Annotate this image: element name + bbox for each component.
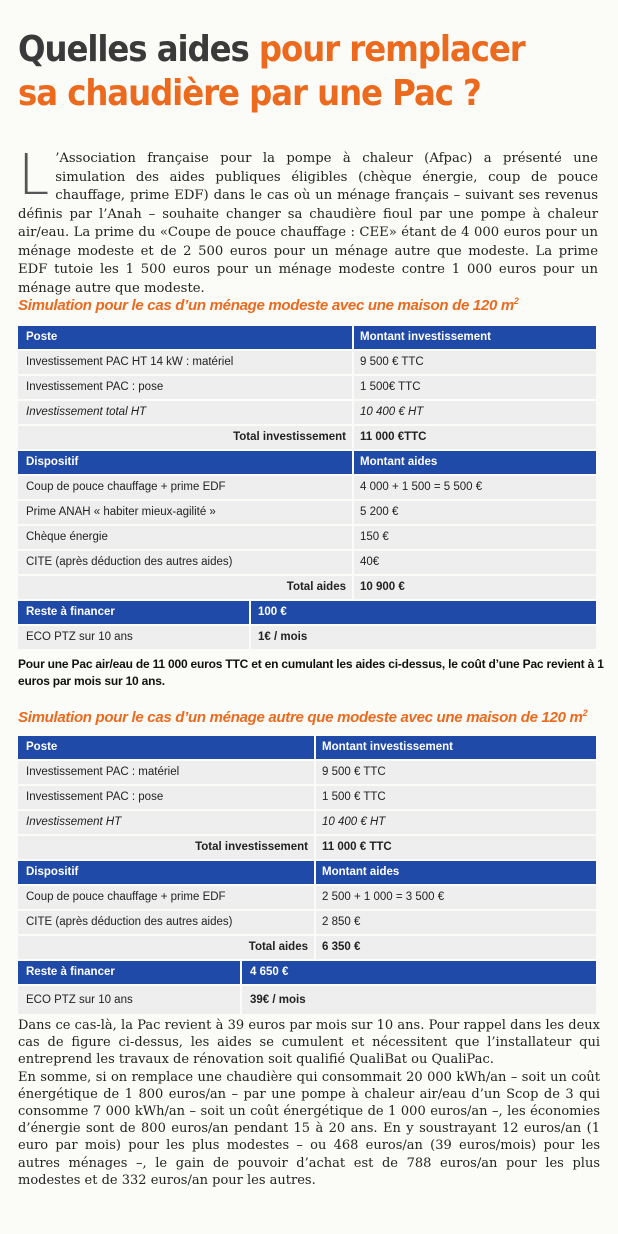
intro-text: ’Association française pour la pompe à chaleur (Afpac) a présenté une simulation des aides publiques éligibles (chèque énergie, coup de pouce chauffage, prime EDF) dans le cas où un ménage français – suivant ses revenus définis par l’Anah – souhaite changer sa chaudière fioul par une pompe à chaleur air/eau. La prime du «Coupe de pouce chauffage : CEE» étant de 4 000 euros pour un ménage modeste et de 2 500 euros pour un ménage autre que modeste. La prime EDF tutoie les 1 500 euros pour un ménage modeste contre 1 000 euros pour un ménage autre que modeste. (18, 151, 598, 296)
table-header-row: Reste à financer 4 650 € (18, 961, 596, 984)
conclusion-text (18, 1017, 600, 1189)
summary-note: Pour une Pac air/eau de 11 000 euros TTC et en cumulant les aides ci-dessus, le coût d’une Pac revient à 1 euros par mois sur 10 ans. (18, 657, 604, 688)
table-header-row: Reste à financer 100 € (18, 601, 596, 624)
table-row: Coup de pouce chauffage + prime EDF 4 000 + 1 500 = 5 500 € (18, 476, 596, 499)
table-total-row: Total aides 6 350 € (18, 936, 596, 959)
simulation-2-title: Simulation pour le cas d’un ménage autre que modeste avec une maison de 120 $m^2$ (18, 708, 588, 726)
table-row: ECO PTZ sur 10 ans 39€ / mois (18, 986, 596, 1014)
table-row: Prime ANAH « habiter mieux-agilité » 5 200 € (18, 501, 596, 524)
conclusion-paragraph-1: Dans ce cas-là, la Pac revient à 39 euros par mois sur 10 ans. Pour rappel dans les deux cas de figure ci-dessus, les aides se cumulent et nécessitent que l’installateur qui entreprend les travaux de rénovation soit qualifié QualiBat ou QualiPac. (18, 1018, 600, 1068)
table-total-row: Total investissement 11 000 €TTC (18, 426, 596, 449)
table-row: Investissement total HT 10 400 € HT (18, 401, 596, 424)
intro-paragraph (18, 143, 598, 298)
table-total-row: Total investissement 11 000 € TTC (18, 836, 596, 859)
simulation-1-title: Simulation pour le cas d’un ménage modeste avec une maison de 120 $m^2$ (18, 296, 519, 314)
table-row: Investissement PAC : matériel 9 500 € TTC (18, 761, 596, 784)
table-total-row: Total aides 10 900 € (18, 576, 596, 599)
table-row: CITE (après déduction des autres aides) 2 850 € (18, 911, 596, 934)
table-row: Investissement PAC : pose 1 500€ TTC (18, 376, 596, 399)
table-header-row: Poste Montant investissement (18, 326, 596, 349)
conclusion-paragraph-2: En somme, si on remplace une chaudière qui consommait 20 000 kWh/an – soit un coût énergétique de 1 800 euros/an – par une pompe à chaleur air/eau d’un Scop de 3 qui consomme 7 000 kWh/an – soit un coût énergétique de 1 000 euros/an –, les économies d’énergie sont de 800 euros/an pendant 15 à 20 ans. En y soustrayant 12 euros/an (1 euro par mois) pour les plus modestes – ou 468 euros/an (39 euros/mois) pour les autres ménages –, le gain de pouvoir d’achat est de 788 euros/an pour les plus modestes et de 332 euros/an pour les autres. (18, 1069, 600, 1188)
article-title: Quelles aides pour remplacer sa chaudière par une Pac ? (18, 29, 525, 114)
table-header-row: Poste Montant investissement (18, 736, 596, 759)
table-header-row: Dispositif Montant aides (18, 861, 596, 884)
table-row: Investissement PAC HT 14 kW : matériel 9 500 € TTC (18, 351, 596, 374)
table-row: Investissement PAC : pose 1 500 € TTC (18, 786, 596, 809)
table-row: Coup de pouce chauffage + prime EDF 2 500 + 1 000 = 3 500 € (18, 886, 596, 909)
table-row: Investissement HT 10 400 € HT (18, 811, 596, 834)
table-row: Chèque énergie 150 € (18, 526, 596, 549)
table-header-row: Dispositif Montant aides (18, 451, 596, 474)
table-row: CITE (après déduction des autres aides) 40€ (18, 551, 596, 574)
drop-cap: L (18, 143, 50, 208)
table-row: ECO PTZ sur 10 ans 1€ / mois (18, 626, 596, 649)
